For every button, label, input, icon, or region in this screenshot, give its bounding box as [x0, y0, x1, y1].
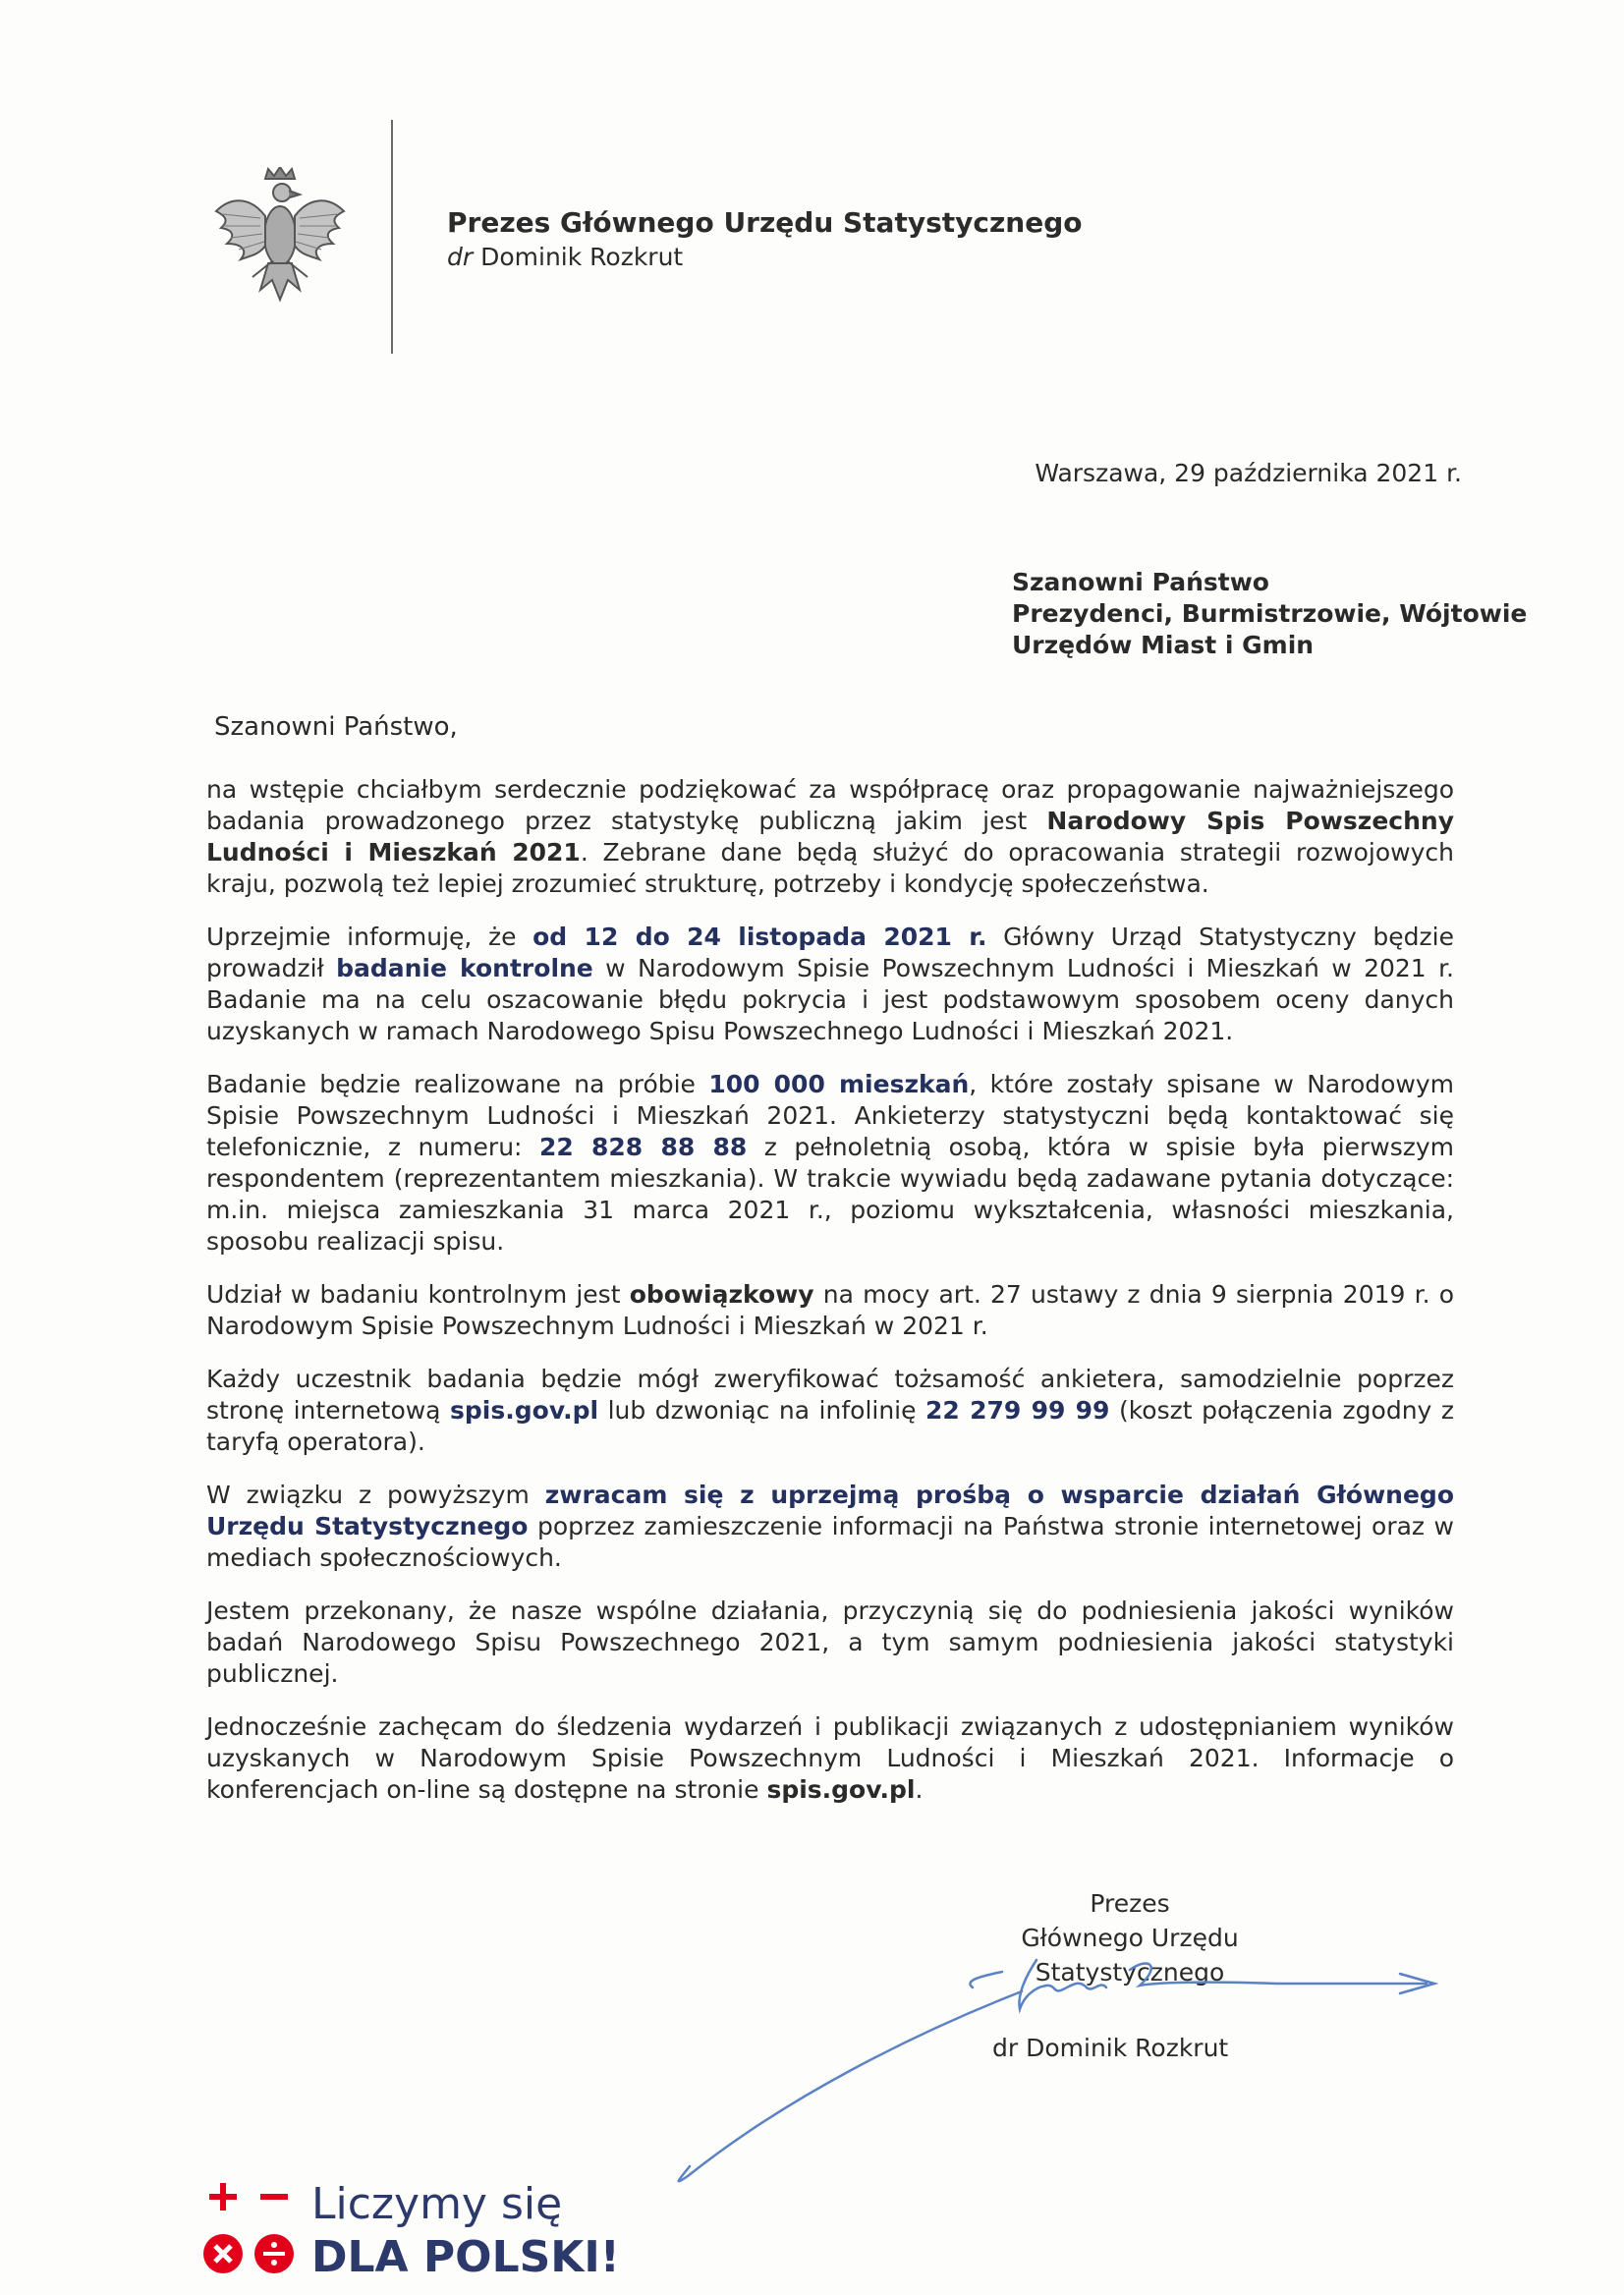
sender-name: dr Dominik Rozkrut — [447, 243, 684, 271]
paragraph-4: Udział w badaniu kontrolnym jest obowiązkowy na mocy art. 27 ustawy z dnia 9 sierpnia 2019 r. o Narodowym Spisie Powszechnym Ludności i Mieszkań w 2021 r. — [206, 1280, 1455, 1340]
minus-icon — [252, 2175, 296, 2218]
paragraph-8: Jednocześnie zachęcam do śledzenia wydarzeń i publikacji związanych z udostępnianiem wyników uzyskanych w Narodowym Spisie Powszechnym Ludności i Mieszkań 2021. Informacje o konferencjach on-line są dostępne na stronie spis.gov.pl. — [206, 1712, 1454, 1804]
paragraph-5: Każdy uczestnik badania będzie mógł zweryfikować tożsamość ankietera, samodzielnie poprzez stronę internetową spis.gov.pl lub dzwoniąc na infolinię 22 279 99 99 (koszt połączenia zgodny z taryfą operatora). — [206, 1365, 1454, 1456]
handwritten-signature — [668, 1950, 1454, 2191]
salutation: Szanowni Państwo, — [214, 712, 458, 742]
letter-body — [206, 774, 1454, 1827]
paragraph-3: Badanie będzie realizowane na próbie 100 000 mieszkań, które zostały spisane w Narodowym Spisie Powszechnym Ludności i Mieszkań 2021. Ankieterzy statystyczni będą kontaktować się telefonicznie, z numeru: 22 828 88 88 z pełnoletnią osobą, która w spisie była pierwszym respondentem (reprezentantem mieszkania). W trakcie wywiadu będą zadawane pytania dotyczące: m.in. miejsca zamieszkania 31 marca 2021 r., poziomu wykształcenia, własności mieszkania, sposobu realizacji spisu. — [206, 1070, 1454, 1256]
letter-date: Warszawa, 29 października 2021 r. — [1035, 459, 1462, 487]
logo-text-bottom: DLA POLSKI! — [311, 2232, 620, 2282]
paragraph-2: Uprzejmie informuję, że od 12 do 24 listopada 2021 r. Główny Urząd Statystyczny będzie prowadził badanie kontrolne w Narodowym Spisie Powszechnym Ludności i Mieszkań w 2021 r. Badanie ma na celu oszacowanie błędu pokrycia i jest podstawowym sposobem oceny danych uzyskanych w ramach Narodowego Spisu Powszechnego Ludności i Mieszkań 2021. — [206, 923, 1455, 1045]
paragraph-6: W związku z powyższym zwracam się z uprzejmą prośbą o wsparcie działań Głównego Urzędu Statystycznego poprzez zamieszczenie informacji na Państwa stronie internetowej oraz w mediach społecznościowych. — [206, 1481, 1454, 1572]
sender-title: Prezes Głównego Urzędu Statystycznego — [447, 206, 1083, 239]
closing-office: Głównego Urzędu Statystycznego — [1021, 1924, 1239, 1987]
header-divider — [391, 120, 393, 354]
plus-icon — [201, 2175, 245, 2218]
closing-title: Prezes — [1090, 1889, 1170, 1918]
addressee-line: Prezydenci, Burmistrzowie, Wójtowie — [1012, 599, 1528, 628]
times-icon — [201, 2232, 245, 2275]
paragraph-1: na wstępie chciałbym serdecznie podziękować za współpracę oraz propagowanie najważniejszego badania prowadzonego przez statystykę publiczną jakim jest Narodowy Spis Powszechny Ludności i Mieszkań 2021. Zebrane dane będą służyć do opracowania strategii rozwojowych kraju, pozwolą też lepiej zrozumieć strukturę, potrzeby i kondycję społeczeństwa. — [206, 775, 1454, 898]
addressee-line: Urzędów Miast i Gmin — [1012, 631, 1315, 659]
logo-text-top: Liczymy się — [311, 2179, 563, 2229]
addressee-block — [1012, 567, 1527, 661]
census-logo — [201, 2171, 620, 2289]
paragraph-7: Jestem przekonany, że nasze wspólne działania, przyczynią się do podniesienia jakości wyników badań Narodowego Spisu Powszechnego 2021, a tym samym podniesienia jakości statystyki publicznej. — [206, 1596, 1454, 1688]
divide-icon — [252, 2232, 296, 2275]
closing-signatory: dr Dominik Rozkrut — [992, 2034, 1229, 2062]
addressee-line: Szanowni Państwo — [1012, 568, 1269, 596]
polish-eagle-emblem-icon — [211, 167, 349, 309]
